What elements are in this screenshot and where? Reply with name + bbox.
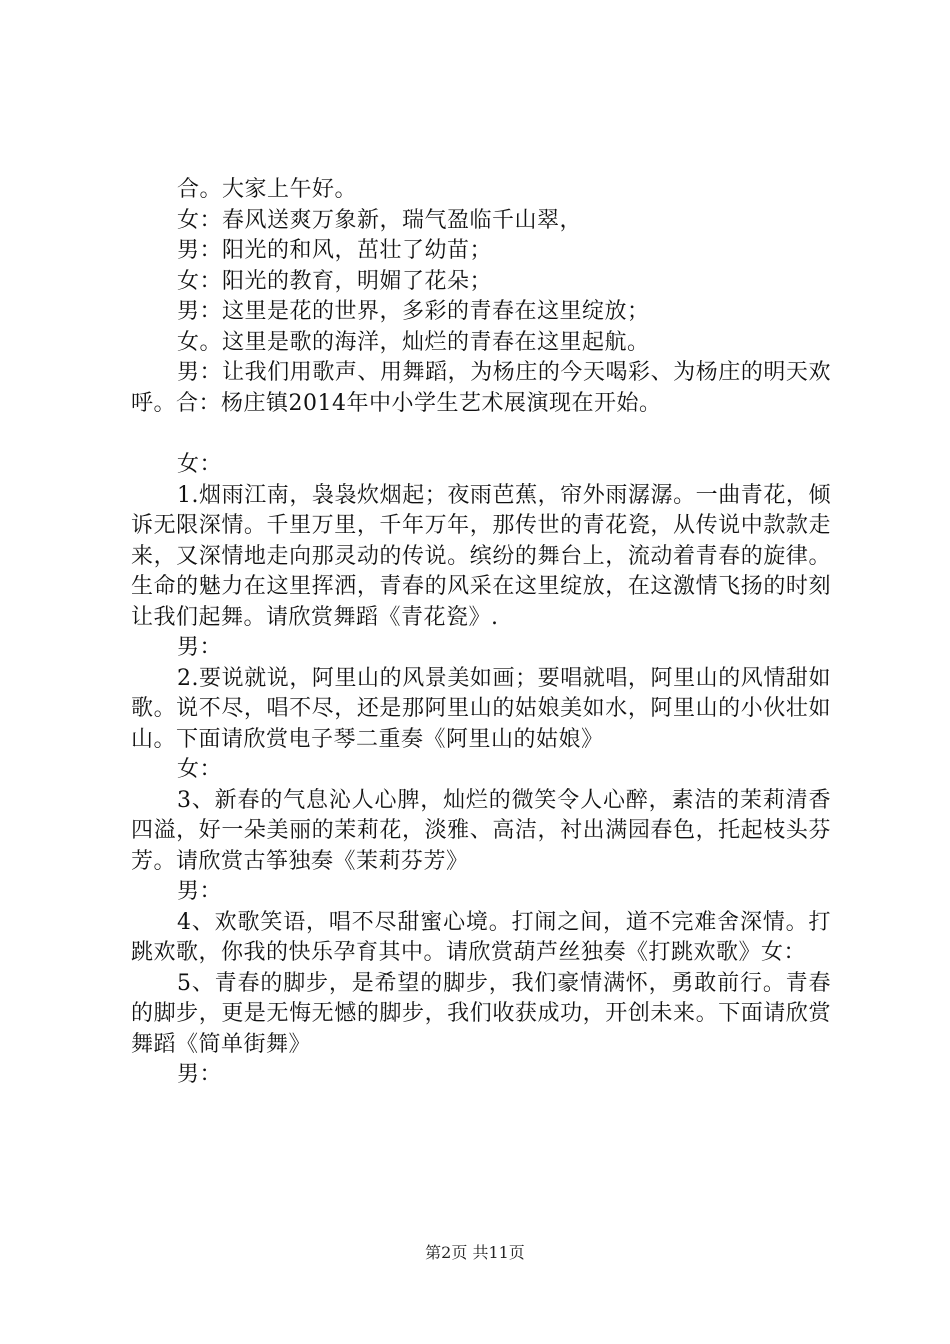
paragraph-male-line-1: 男：阳光的和风，茁壮了幼苗； [177,238,493,263]
page-number-footer: 第2页 共11页 [425,1243,525,1262]
paragraph-male-line-2: 男：这里是花的世界，多彩的青春在这里绽放； [177,299,650,324]
program-item-3: 3、新春的气息沁人心脾，灿烂的微笑令人心醉，素洁的茉莉清香四溢，好一朵美丽的茉莉花，淡雅、高洁，衬出满园春色，托起枝头芬芳。请欣赏古筝独奏《茉莉芬芳》 [131,787,831,874]
program-item-1: 1.烟雨江南，袅袅炊烟起；夜雨芭蕉，帘外雨潺潺。一曲青花，倾诉无限深情。千里万里，千年万年，那传世的青花瓷，从传说中款款走来，又深情地走向那灵动的传说。缤纷的舞台上，流动着青春的旋律。生命的魅力在这里挥洒，青春的风采在这里绽放，在这激情飞扬的时刻让我们起舞。请欣赏舞蹈《青花瓷》. [131,482,831,630]
speaker-male-1: 男： [177,635,223,660]
paragraph-female-line-3: 女。这里是歌的海洋，灿烂的青春在这里起航。 [177,329,650,355]
speaker-female-2: 女： [177,757,223,782]
program-item-4: 4、欢歌笑语，唱不尽甜蜜心境。打闹之间，道不完难舍深情。打跳欢歌，你我的快乐孕育其中。请欣赏葫芦丝独奏《打跳欢歌》女： [131,909,831,965]
program-item-2: 2.要说就说，阿里山的风景美如画；要唱就唱，阿里山的风情甜如歌。说不尽，唱不尽，还是那阿里山的姑娘美如水，阿里山的小伙壮如山。下面请欣赏电子琴二重奏《阿里山的姑娘》 [131,665,831,752]
paragraph-greeting: 合。大家上午好。 [177,177,358,202]
paragraph-female-line-2: 女：阳光的教育，明媚了花朵； [177,268,493,294]
speaker-female-1: 女： [177,452,223,477]
document-body [131,175,831,1091]
paragraph-female-line-1: 女：春风送爽万象新，瑞气盈临千山翠， [177,207,583,233]
speaker-male-2: 男： [177,879,223,904]
paragraph-opening-announcement: 男：让我们用歌声、用舞蹈，为杨庄的今天喝彩、为杨庄的明天欢呼。合：杨庄镇2014年中小学生艺术展演现在开始。 [131,360,831,416]
paragraph-spacer [131,419,831,450]
speaker-male-3: 男： [177,1062,223,1087]
program-item-5: 5、青春的脚步，是希望的脚步，我们豪情满怀，勇敢前行。青春的脚步，更是无悔无憾的脚步，我们收获成功，开创未来。下面请欣赏舞蹈《简单街舞》 [131,970,831,1057]
